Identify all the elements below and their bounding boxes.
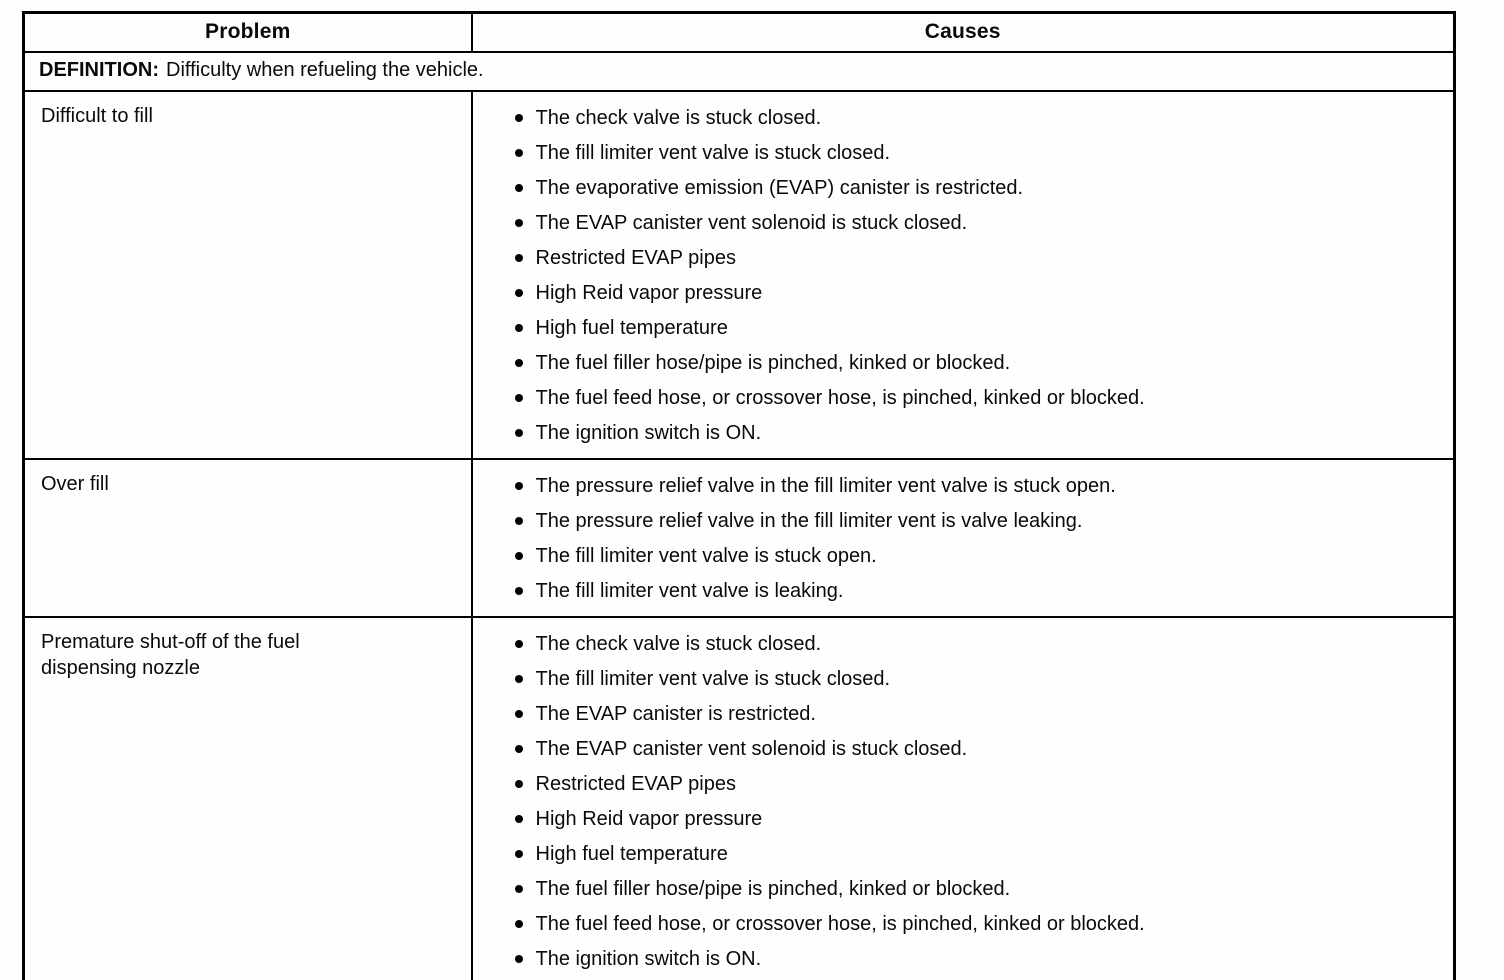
causes-cell — [472, 459, 1455, 617]
problem-cell — [24, 459, 472, 617]
definition-label: DEFINITION: — [39, 59, 159, 81]
bullet-icon — [515, 640, 523, 648]
cause-text: The fill limiter vent valve is stuck closed. — [535, 667, 891, 690]
cause-text: The EVAP canister vent solenoid is stuck closed. — [535, 737, 968, 760]
bullet-icon — [515, 149, 523, 157]
cause-text: High Reid vapor pressure — [535, 281, 763, 304]
cause-item — [515, 871, 1444, 906]
causes-list — [515, 626, 1444, 976]
cause-text: The fuel filler hose/pipe is pinched, kinked or blocked. — [535, 351, 1011, 374]
problem-column-header: Problem — [24, 13, 472, 53]
cause-item — [515, 240, 1444, 275]
bullet-icon — [515, 517, 523, 525]
bullet-icon — [515, 552, 523, 560]
table-row — [24, 459, 1455, 617]
problem-text: Premature shut-off of the fuel dispensing nozzle — [41, 631, 300, 679]
cause-item — [515, 836, 1444, 871]
cause-item — [515, 573, 1444, 608]
bullet-icon — [515, 114, 523, 122]
problem-cell — [24, 91, 472, 459]
cause-text: The check valve is stuck closed. — [535, 632, 822, 655]
cause-text: High Reid vapor pressure — [535, 807, 763, 830]
problem-text: Difficult to fill — [41, 105, 153, 127]
cause-text: The ignition switch is ON. — [535, 421, 762, 444]
bullet-icon — [515, 254, 523, 262]
bullet-icon — [515, 429, 523, 437]
bullet-icon — [515, 850, 523, 858]
cause-text: The fuel feed hose, or crossover hose, is pinched, kinked or blocked. — [535, 912, 1145, 935]
cause-text: The ignition switch is ON. — [535, 947, 762, 970]
cause-item — [515, 275, 1444, 310]
cause-text: The fill limiter vent valve is stuck closed. — [535, 141, 891, 164]
bullet-icon — [515, 710, 523, 718]
troubleshooting-table — [22, 11, 1456, 980]
definition-text: Difficulty when refueling the vehicle. — [166, 59, 484, 81]
cause-text: The pressure relief valve in the fill limiter vent is valve leaking. — [535, 509, 1083, 532]
cause-item — [515, 731, 1444, 766]
bullet-icon — [515, 219, 523, 227]
causes-column-header: Causes — [472, 13, 1455, 53]
cause-item — [515, 696, 1444, 731]
bullet-icon — [515, 587, 523, 595]
cause-text: High fuel temperature — [535, 316, 728, 339]
causes-cell — [472, 91, 1455, 459]
cause-text: The fuel filler hose/pipe is pinched, kinked or blocked. — [535, 877, 1011, 900]
cause-text: The EVAP canister vent solenoid is stuck closed. — [535, 211, 968, 234]
cause-item — [515, 135, 1444, 170]
cause-item — [515, 415, 1444, 450]
cause-text: The fill limiter vent valve is leaking. — [535, 579, 844, 602]
cause-text: The fill limiter vent valve is stuck open. — [535, 544, 877, 567]
bullet-icon — [515, 184, 523, 192]
problem-text: Over fill — [41, 473, 109, 495]
cause-item — [515, 801, 1444, 836]
cause-item — [515, 170, 1444, 205]
cause-item — [515, 205, 1444, 240]
cause-text: Restricted EVAP pipes — [535, 246, 736, 269]
cause-text: Restricted EVAP pipes — [535, 772, 736, 795]
definition-row — [24, 52, 1455, 91]
cause-text: The EVAP canister is restricted. — [535, 702, 816, 725]
causes-list — [515, 468, 1444, 608]
cause-text: The fuel feed hose, or crossover hose, is pinched, kinked or blocked. — [535, 386, 1145, 409]
cause-item — [515, 538, 1444, 573]
cause-item — [515, 100, 1444, 135]
cause-text: High fuel temperature — [535, 842, 728, 865]
cause-item — [515, 468, 1444, 503]
causes-cell — [472, 617, 1455, 980]
bullet-icon — [515, 394, 523, 402]
cause-item — [515, 503, 1444, 538]
cause-text: The pressure relief valve in the fill limiter vent valve is stuck open. — [535, 474, 1116, 497]
cause-item — [515, 310, 1444, 345]
table-row — [24, 91, 1455, 459]
causes-list — [515, 100, 1444, 450]
bullet-icon — [515, 359, 523, 367]
cause-text: The check valve is stuck closed. — [535, 106, 822, 129]
bullet-icon — [515, 815, 523, 823]
bullet-icon — [515, 955, 523, 963]
problem-cell — [24, 617, 472, 980]
bullet-icon — [515, 324, 523, 332]
bullet-icon — [515, 289, 523, 297]
bullet-icon — [515, 885, 523, 893]
header-row — [24, 13, 1455, 53]
cause-item — [515, 941, 1444, 976]
cause-item — [515, 766, 1444, 801]
cause-item — [515, 345, 1444, 380]
cause-text: The evaporative emission (EVAP) canister is restricted. — [535, 176, 1024, 199]
table-row — [24, 617, 1455, 980]
cause-item — [515, 626, 1444, 661]
definition-cell — [24, 52, 1455, 91]
bullet-icon — [515, 780, 523, 788]
cause-item — [515, 906, 1444, 941]
bullet-icon — [515, 482, 523, 490]
bullet-icon — [515, 745, 523, 753]
bullet-icon — [515, 920, 523, 928]
cause-item — [515, 661, 1444, 696]
bullet-icon — [515, 675, 523, 683]
cause-item — [515, 380, 1444, 415]
